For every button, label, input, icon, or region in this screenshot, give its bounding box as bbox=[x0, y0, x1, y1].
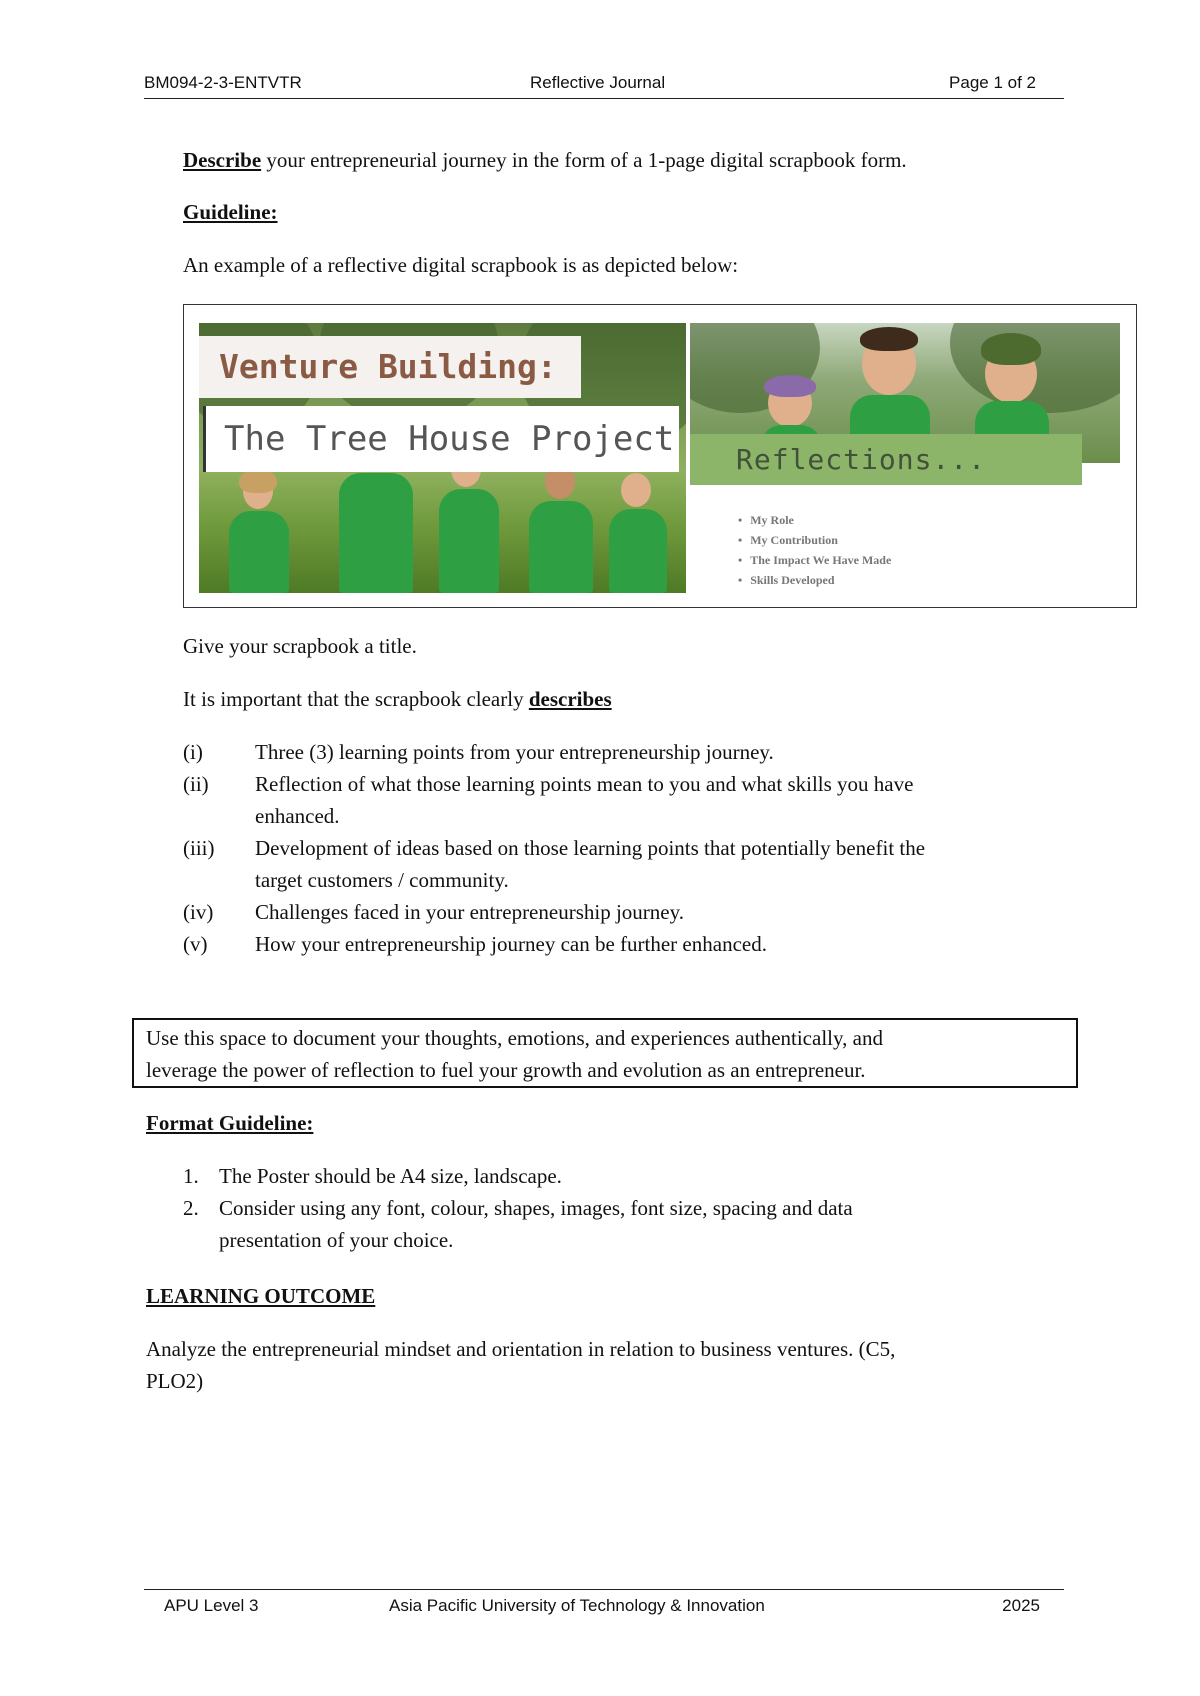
requirements-list: (i) Three (3) learning points from your entrepreneurship journey. (ii) Reflection of what those learning points mean to you and what skills you have enhanced. (iii) Development of ideas based on those learning points that potentially benefit the target customers / community. (iv) Challenges faced in your entrepreneurship journey. (v) How your entrepreneurship journey can be further enhanced. bbox=[183, 740, 926, 956]
format-heading: Format Guideline: bbox=[146, 1111, 314, 1135]
describes-keyword: describes bbox=[528, 687, 612, 711]
note-line: Use this space to document your thoughts, emotions, and experiences authentically, and bbox=[146, 1026, 883, 1050]
footer-university: Asia Pacific University of Technology & Innovation bbox=[389, 1596, 765, 1615]
document-title: Reflective Journal bbox=[530, 73, 666, 92]
footer-level: APU Level 3 bbox=[164, 1596, 259, 1615]
intro-text: your entrepreneurial journey in the form of a 1-page digital scrapbook form. bbox=[261, 148, 907, 172]
important-paragraph bbox=[183, 683, 612, 715]
course-code: BM094-2-3-ENTVTR bbox=[144, 73, 302, 92]
learning-outcome-heading: LEARNING OUTCOME bbox=[146, 1284, 376, 1308]
example-text: An example of a reflective digital scrapbook is as depicted below: bbox=[183, 253, 739, 277]
note-line: leverage the power of reflection to fuel your growth and evolution as an entrepreneur. bbox=[146, 1058, 866, 1082]
page-footer bbox=[144, 1589, 1064, 1624]
reflection-note-box bbox=[132, 1018, 1078, 1088]
guideline-heading: Guideline: bbox=[183, 200, 278, 224]
important-prefix: It is important that the scrapbook clearly bbox=[183, 687, 529, 711]
describe-keyword: Describe bbox=[183, 148, 262, 172]
format-list: 1. The Poster should be A4 size, landscape. 2. Consider using any font, colour, shapes, images, font size, spacing and data presentation of your choice. bbox=[183, 1164, 853, 1252]
page-number: Page 1 of 2 bbox=[949, 73, 1036, 92]
scrapbook-title-line2: The Tree House Project bbox=[203, 406, 679, 472]
page-header bbox=[144, 72, 1064, 99]
intro-paragraph bbox=[183, 144, 907, 176]
learning-outcome-line: Analyze the entrepreneurial mindset and orientation in relation to business ventures. (C5, bbox=[146, 1337, 896, 1361]
scrapbook-title-line1: Venture Building: bbox=[199, 336, 581, 398]
learning-outcome-line: PLO2) bbox=[146, 1369, 204, 1393]
reflections-banner: Reflections... bbox=[690, 434, 1082, 485]
give-title-text: Give your scrapbook a title. bbox=[183, 634, 417, 658]
list-item: • The Impact We Have Made bbox=[738, 550, 891, 570]
reflection-topics bbox=[738, 510, 891, 590]
list-item: • My Role bbox=[738, 510, 891, 530]
list-item: • My Contribution bbox=[738, 530, 891, 550]
footer-year: 2025 bbox=[1002, 1596, 1040, 1615]
list-item: • Skills Developed bbox=[738, 570, 891, 590]
